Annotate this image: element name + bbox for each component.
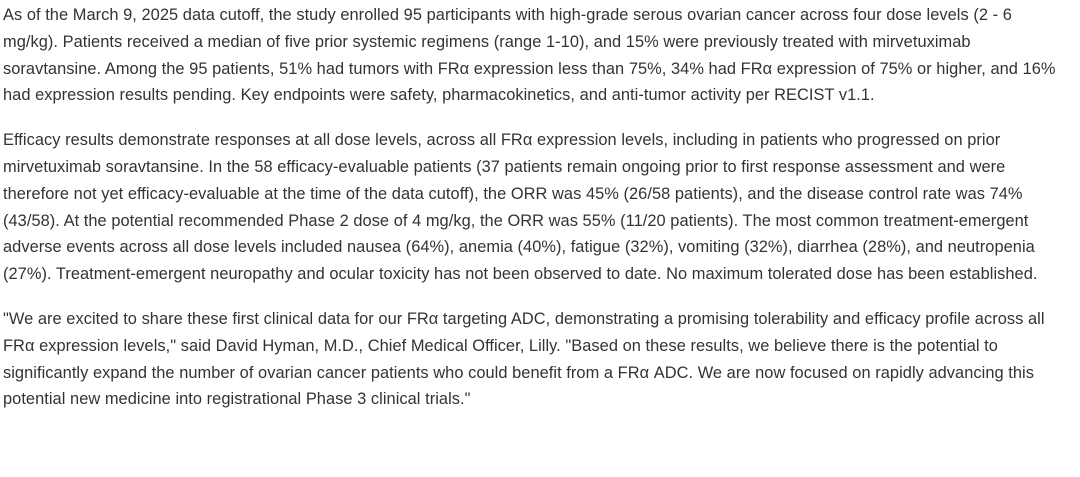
article-body — [3, 2, 1071, 431]
paragraph-efficacy-results: Efficacy results demonstrate responses at all dose levels, across all FRα expression levels, including in patients who progressed on prior mirvetuximab soravtansine. In the 58 efficacy-evaluable patients (37 patients remain ongoing prior to first response assessment and were therefore not yet efficacy-evaluable at the time of the data cutoff), the ORR was 45% (26/58 patients), and the disease control rate was 74% (43/58). At the potential recommended Phase 2 dose of 4 mg/kg, the ORR was 55% (11/20 patients). The most common treatment-emergent adverse events across all dose levels included nausea (64%), anemia (40%), fatigue (32%), vomiting (32%), diarrhea (28%), and neutropenia (27%). Treatment-emergent neuropathy and ocular toxicity has not been observed to date. No maximum tolerated dose has been established. — [3, 131, 1038, 284]
paragraph-executive-quote: "We are excited to share these first clinical data for our FRα targeting ADC, demonstrating a promising tolerability and efficacy profile across all FRα expression levels," said David Hyman, M.D., Chief Medical Officer, Lilly. "Based on these results, we believe there is the potential to significantly expand the number of ovarian cancer patients who could benefit from a FRα ADC. We are now focused on rapidly advancing this potential new medicine into registrational Phase 3 clinical trials." — [3, 309, 1045, 409]
paragraph-study-enrollment: As of the March 9, 2025 data cutoff, the study enrolled 95 participants with high-grade serous ovarian cancer across four dose levels (2 - 6 mg/kg). Patients received a median of five prior systemic regimens (range 1-10), and 15% were previously treated with mirvetuximab soravtansine. Among the 95 patients, 51% had tumors with FRα expression less than 75%, 34% had FRα expression of 75% or higher, and 16% had expression results pending. Key endpoints were safety, pharmacokinetics, and anti-tumor activity per RECIST v1.1. — [3, 6, 1056, 105]
